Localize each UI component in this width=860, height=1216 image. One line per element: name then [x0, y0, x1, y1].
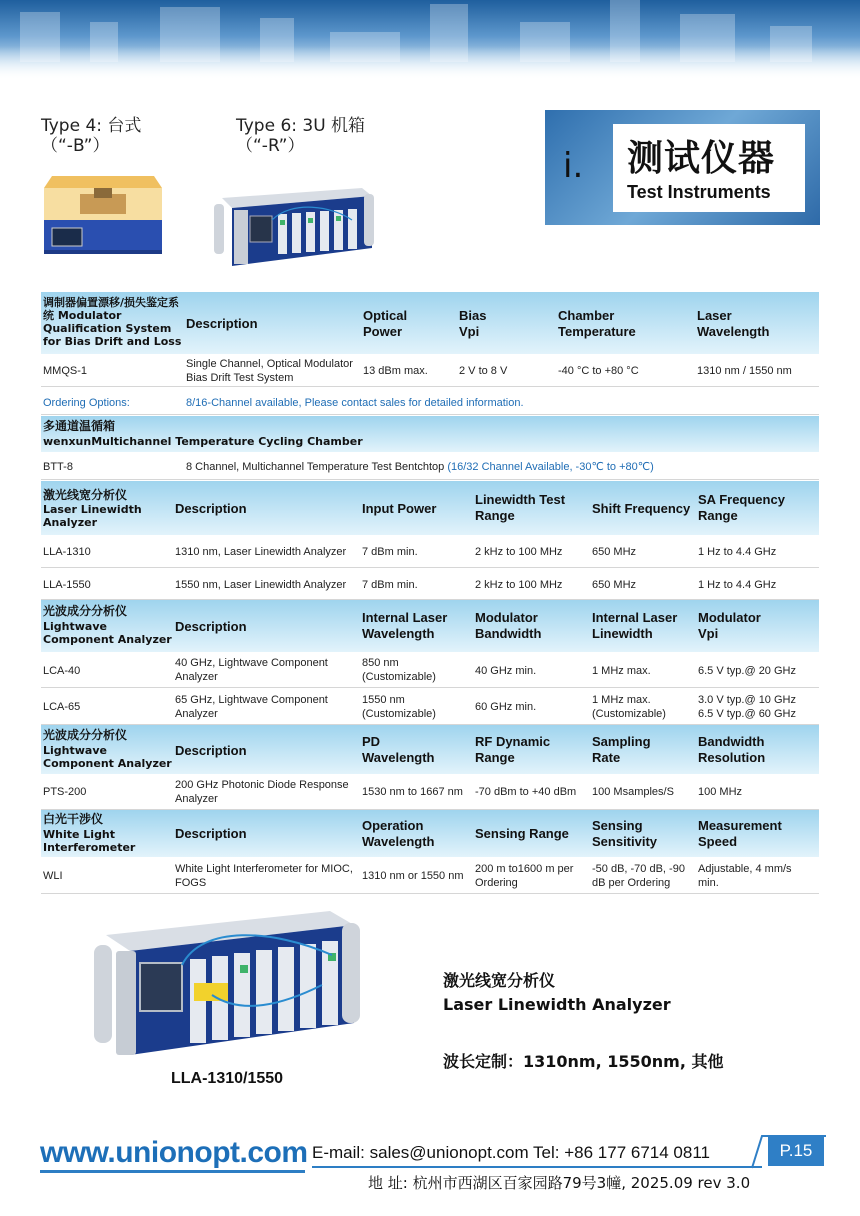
- mmqs-col-bias-vpi: Bias Vpi: [459, 308, 487, 339]
- header-banner: [0, 0, 860, 80]
- model-cell: LLA-1310: [43, 546, 91, 558]
- lca-col-laser-linewidth: Internal Laser Linewidth: [592, 610, 678, 641]
- info-title-cn: 激光线宽分析仪: [443, 971, 556, 990]
- value-cell: 1550 nm (Customizable): [362, 694, 436, 720]
- value-cell: 650 MHz: [592, 579, 637, 591]
- value-cell: 40 GHz min.: [475, 665, 537, 677]
- footer-divider: [40, 1170, 305, 1173]
- type6-title: Type 6: 3U 机箱: [236, 116, 366, 136]
- pts-col-bandwidth-resolution: Bandwidth Resolution: [698, 734, 766, 765]
- value-cell: 2 kHz to 100 MHz: [475, 579, 563, 591]
- model-cell: PTS-200: [43, 786, 87, 798]
- wli-col-operation-wavelength: Operation Wavelength: [362, 818, 435, 849]
- value-cell: 7 dBm min.: [362, 546, 418, 558]
- btt-name-en: wenxunMultichannel Temperature Cycling Chamber: [43, 435, 363, 448]
- value-cell: 3.0 V typ.@ 10 GHz 6.5 V typ.@ 60 GHz: [698, 694, 796, 720]
- lla-name-cn: 激光线宽分析仪: [43, 488, 128, 502]
- product-caption: LLA-1310/1550: [171, 1070, 284, 1087]
- value-cell: 2 V to 8 V: [459, 365, 508, 377]
- value-cell: 6.5 V typ.@ 20 GHz: [698, 665, 796, 677]
- mmqs-col-description: Description: [186, 316, 258, 331]
- value-cell: 7 dBm min.: [362, 579, 418, 591]
- lla-product-image: [92, 905, 362, 1065]
- pts-col-rf-range: RF Dynamic Range: [475, 734, 551, 765]
- lca-col-modulator-vpi: Modulator Vpi: [698, 610, 761, 641]
- pts-header: [41, 725, 819, 774]
- table-row: [41, 452, 819, 480]
- table-row: [41, 857, 819, 894]
- lla-col-input-power: Input Power: [362, 501, 437, 516]
- mmqs-col-optical-power: Optical Power: [363, 308, 408, 339]
- description-cell: 1310 nm, Laser Linewidth Analyzer: [175, 546, 347, 558]
- wli-name-cn: 白光干涉仪: [43, 812, 104, 826]
- value-cell: Adjustable, 4 mm/s min.: [698, 863, 792, 889]
- value-cell: 1 MHz max.: [592, 665, 651, 677]
- model-cell: MMQS-1: [43, 365, 87, 377]
- type4-label: [41, 116, 141, 156]
- value-cell: 1 Hz to 4.4 GHz: [698, 546, 777, 558]
- ordering-options-row: [41, 387, 819, 415]
- model-cell: LCA-65: [43, 701, 81, 713]
- description-cell: 1550 nm, Laser Linewidth Analyzer: [175, 579, 347, 591]
- lca-col-modulator-bandwidth: Modulator Bandwidth: [475, 610, 542, 641]
- btt-name-cn: 多通道温循箱: [43, 419, 116, 433]
- type4-code: （“-B”）: [41, 136, 110, 156]
- btt-header: [41, 416, 819, 452]
- ordering-text: 8/16-Channel available, Please contact sales for detailed information.: [186, 397, 524, 409]
- section-title-panel: [613, 124, 805, 212]
- btt-description: 8 Channel, Multichannel Temperature Test Bentchtop: [186, 461, 445, 473]
- section-title-badge: [545, 110, 820, 225]
- lla-name-en: Laser Linewidth Analyzer: [43, 503, 142, 529]
- wli-col-description: Description: [175, 826, 247, 841]
- ordering-label: Ordering Options:: [43, 397, 130, 409]
- mmqs-name: 调制器偏置漂移/损失鉴定系统 Modulator Qualification System for Bias Drift and Loss: [43, 296, 182, 348]
- section-number: i.: [563, 146, 584, 186]
- model-cell: BTT-8: [43, 461, 73, 473]
- benchtop-product-image: [40, 174, 166, 254]
- mmqs-col-chamber-temp: Chamber Temperature: [558, 308, 636, 339]
- model-cell: LCA-40: [43, 665, 81, 677]
- description-cell: White Light Interferometer for MIOC, FOGS: [175, 863, 353, 889]
- lla-header: [41, 481, 819, 535]
- pts-name-cn: 光波成分分析仪: [43, 728, 128, 742]
- table-row: [41, 652, 819, 688]
- type6-label: [236, 116, 365, 156]
- wavelength-options: 波长定制：1310nm, 1550nm, 其他: [443, 1052, 724, 1071]
- btt-description-extra: (16/32 Channel Available, -30℃ to +80℃): [447, 461, 654, 473]
- description-cell: [186, 460, 654, 474]
- lca-col-laser-wavelength: Internal Laser Wavelength: [362, 610, 448, 641]
- rack-chassis-image: [212, 180, 376, 270]
- value-cell: 1 Hz to 4.4 GHz: [698, 579, 777, 591]
- value-cell: 1530 nm to 1667 nm: [362, 786, 463, 798]
- value-cell: 60 GHz min.: [475, 701, 537, 713]
- lla-col-sa-range: SA Frequency Range: [698, 492, 785, 523]
- info-title-en: Laser Linewidth Analyzer: [443, 995, 671, 1014]
- value-cell: 850 nm (Customizable): [362, 657, 436, 683]
- mmqs-col-laser-wavelength: Laser Wavelength: [697, 308, 770, 339]
- section-title-cn: 测试仪器: [627, 138, 776, 179]
- description-cell: 200 GHz Photonic Diode Response Analyzer: [175, 779, 349, 805]
- lca-name-en: Lightwave Component Analyzer: [43, 620, 172, 646]
- table-row: [41, 688, 819, 725]
- model-cell: LLA-1550: [43, 579, 91, 591]
- lla-col-description: Description: [175, 501, 247, 516]
- value-cell: 1 MHz max. (Customizable): [592, 694, 666, 720]
- address: 地 址: 杭州市西湖区百家园路79号3幢, 2025.09 rev 3.0: [368, 1174, 751, 1192]
- type4-title: Type 4: 台式: [41, 116, 142, 136]
- table-row: [41, 774, 819, 810]
- pts-col-pd-wavelength: PD Wavelength: [362, 734, 435, 765]
- value-cell: 650 MHz: [592, 546, 637, 558]
- value-cell: 2 kHz to 100 MHz: [475, 546, 563, 558]
- value-cell: 1310 nm or 1550 nm: [362, 870, 464, 882]
- model-cell: WLI: [43, 870, 63, 882]
- table-row: [41, 535, 819, 568]
- pts-col-sampling-rate: Sampling Rate: [592, 734, 651, 765]
- description-cell: 40 GHz, Lightwave Component Analyzer: [175, 657, 328, 683]
- wli-name-en: White Light Interferometer: [43, 828, 136, 854]
- value-cell: -50 dB, -70 dB, -90 dB per Ordering: [592, 863, 685, 889]
- value-cell: 100 Msamples/S: [592, 786, 674, 798]
- value-cell: 100 MHz: [698, 786, 743, 798]
- contact-info: E-mail: sales@unionopt.com Tel: +86 177 6714 0811: [312, 1143, 710, 1162]
- wli-col-sensing-range: Sensing Range: [475, 826, 569, 841]
- lla-col-shift-frequency: Shift Frequency: [592, 501, 691, 516]
- table-row: [41, 354, 819, 387]
- value-cell: -70 dBm to +40 dBm: [475, 786, 577, 798]
- value-cell: -40 °C to +80 °C: [558, 365, 639, 377]
- description-cell: Single Channel, Optical Modulator Bias Drift Test System: [186, 358, 353, 384]
- lca-header: [41, 600, 819, 652]
- type6-code: （“-R”）: [236, 136, 305, 156]
- page-number: P.15: [768, 1136, 824, 1166]
- lca-col-description: Description: [175, 619, 247, 634]
- table-row: [41, 568, 819, 600]
- value-cell: 1310 nm / 1550 nm: [697, 365, 792, 377]
- footer-divider-2: [312, 1166, 762, 1168]
- wli-header: [41, 810, 819, 857]
- section-title-en: Test Instruments: [627, 182, 771, 202]
- value-cell: 200 m to1600 m per Ordering: [475, 863, 574, 889]
- lla-col-linewidth-range: Linewidth Test Range: [475, 492, 566, 523]
- pts-name-en: Lightwave Component Analyzer: [43, 744, 172, 770]
- website-link[interactable]: www.unionopt.com: [40, 1136, 308, 1169]
- description-cell: 65 GHz, Lightwave Component Analyzer: [175, 694, 328, 720]
- wli-col-measurement-speed: Measurement Speed: [698, 818, 782, 849]
- lca-name-cn: 光波成分分析仪: [43, 604, 128, 618]
- pts-col-description: Description: [175, 743, 247, 758]
- mmqs-header: [41, 292, 819, 354]
- value-cell: 13 dBm max.: [363, 365, 428, 377]
- wli-col-sensing-sensitivity: Sensing Sensitivity: [592, 818, 658, 849]
